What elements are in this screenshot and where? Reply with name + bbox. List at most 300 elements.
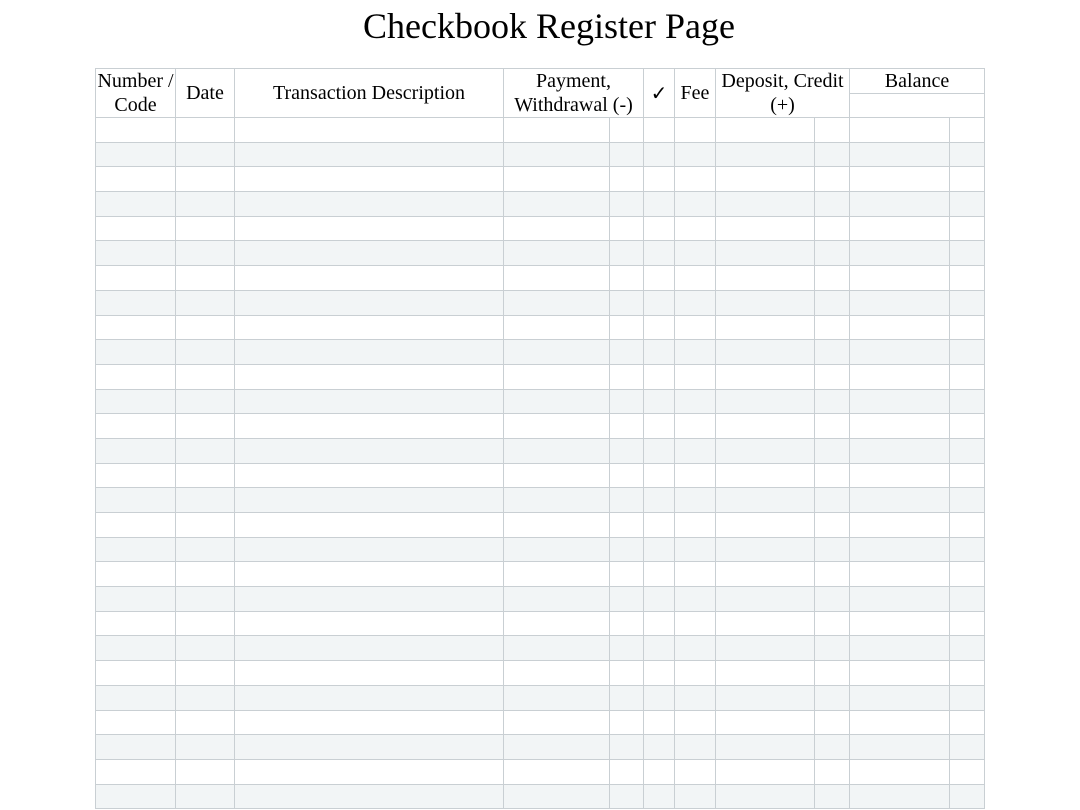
balance-cents-cell[interactable] bbox=[950, 266, 985, 291]
payment-dollars-cell[interactable] bbox=[504, 389, 610, 414]
deposit-dollars-cell[interactable] bbox=[716, 340, 815, 365]
fee-cell[interactable] bbox=[675, 710, 716, 735]
fee-cell[interactable] bbox=[675, 167, 716, 192]
payment-dollars-cell[interactable] bbox=[504, 241, 610, 266]
check-cell[interactable] bbox=[644, 488, 675, 513]
payment-cents-cell[interactable] bbox=[610, 636, 644, 661]
payment-dollars-cell[interactable] bbox=[504, 364, 610, 389]
deposit-cents-cell[interactable] bbox=[815, 216, 850, 241]
payment-cents-cell[interactable] bbox=[610, 266, 644, 291]
description-cell[interactable] bbox=[235, 611, 504, 636]
check-cell[interactable] bbox=[644, 414, 675, 439]
number-code-cell[interactable] bbox=[96, 463, 176, 488]
fee-cell[interactable] bbox=[675, 513, 716, 538]
description-cell[interactable] bbox=[235, 340, 504, 365]
balance-cents-cell[interactable] bbox=[950, 710, 985, 735]
payment-cents-cell[interactable] bbox=[610, 537, 644, 562]
check-cell[interactable] bbox=[644, 636, 675, 661]
deposit-dollars-cell[interactable] bbox=[716, 784, 815, 809]
payment-cents-cell[interactable] bbox=[610, 562, 644, 587]
payment-dollars-cell[interactable] bbox=[504, 636, 610, 661]
number-code-cell[interactable] bbox=[96, 142, 176, 167]
description-cell[interactable] bbox=[235, 241, 504, 266]
deposit-dollars-cell[interactable] bbox=[716, 118, 815, 143]
payment-dollars-cell[interactable] bbox=[504, 118, 610, 143]
payment-dollars-cell[interactable] bbox=[504, 661, 610, 686]
balance-cents-cell[interactable] bbox=[950, 142, 985, 167]
description-cell[interactable] bbox=[235, 167, 504, 192]
deposit-cents-cell[interactable] bbox=[815, 784, 850, 809]
balance-dollars-cell[interactable] bbox=[850, 759, 950, 784]
deposit-dollars-cell[interactable] bbox=[716, 488, 815, 513]
fee-cell[interactable] bbox=[675, 661, 716, 686]
check-cell[interactable] bbox=[644, 364, 675, 389]
description-cell[interactable] bbox=[235, 414, 504, 439]
description-cell[interactable] bbox=[235, 636, 504, 661]
balance-dollars-cell[interactable] bbox=[850, 463, 950, 488]
description-cell[interactable] bbox=[235, 735, 504, 760]
deposit-dollars-cell[interactable] bbox=[716, 685, 815, 710]
payment-dollars-cell[interactable] bbox=[504, 192, 610, 217]
balance-cents-cell[interactable] bbox=[950, 364, 985, 389]
payment-cents-cell[interactable] bbox=[610, 685, 644, 710]
balance-dollars-cell[interactable] bbox=[850, 118, 950, 143]
deposit-dollars-cell[interactable] bbox=[716, 142, 815, 167]
number-code-cell[interactable] bbox=[96, 636, 176, 661]
deposit-cents-cell[interactable] bbox=[815, 389, 850, 414]
fee-cell[interactable] bbox=[675, 414, 716, 439]
payment-cents-cell[interactable] bbox=[610, 759, 644, 784]
check-cell[interactable] bbox=[644, 118, 675, 143]
description-cell[interactable] bbox=[235, 192, 504, 217]
deposit-cents-cell[interactable] bbox=[815, 438, 850, 463]
payment-cents-cell[interactable] bbox=[610, 463, 644, 488]
check-cell[interactable] bbox=[644, 438, 675, 463]
deposit-dollars-cell[interactable] bbox=[716, 759, 815, 784]
deposit-cents-cell[interactable] bbox=[815, 142, 850, 167]
payment-dollars-cell[interactable] bbox=[504, 142, 610, 167]
date-cell[interactable] bbox=[176, 290, 235, 315]
deposit-dollars-cell[interactable] bbox=[716, 735, 815, 760]
check-cell[interactable] bbox=[644, 759, 675, 784]
balance-dollars-cell[interactable] bbox=[850, 735, 950, 760]
payment-cents-cell[interactable] bbox=[610, 142, 644, 167]
payment-dollars-cell[interactable] bbox=[504, 513, 610, 538]
number-code-cell[interactable] bbox=[96, 735, 176, 760]
description-cell[interactable] bbox=[235, 315, 504, 340]
number-code-cell[interactable] bbox=[96, 685, 176, 710]
date-cell[interactable] bbox=[176, 389, 235, 414]
balance-cents-cell[interactable] bbox=[950, 611, 985, 636]
date-cell[interactable] bbox=[176, 735, 235, 760]
number-code-cell[interactable] bbox=[96, 587, 176, 612]
balance-dollars-cell[interactable] bbox=[850, 364, 950, 389]
number-code-cell[interactable] bbox=[96, 784, 176, 809]
date-cell[interactable] bbox=[176, 488, 235, 513]
check-cell[interactable] bbox=[644, 167, 675, 192]
fee-cell[interactable] bbox=[675, 587, 716, 612]
balance-dollars-cell[interactable] bbox=[850, 414, 950, 439]
fee-cell[interactable] bbox=[675, 784, 716, 809]
date-cell[interactable] bbox=[176, 192, 235, 217]
payment-dollars-cell[interactable] bbox=[504, 488, 610, 513]
fee-cell[interactable] bbox=[675, 389, 716, 414]
check-cell[interactable] bbox=[644, 661, 675, 686]
balance-dollars-cell[interactable] bbox=[850, 142, 950, 167]
fee-cell[interactable] bbox=[675, 192, 716, 217]
check-cell[interactable] bbox=[644, 216, 675, 241]
deposit-dollars-cell[interactable] bbox=[716, 167, 815, 192]
balance-cents-cell[interactable] bbox=[950, 735, 985, 760]
number-code-cell[interactable] bbox=[96, 562, 176, 587]
fee-cell[interactable] bbox=[675, 488, 716, 513]
balance-cents-cell[interactable] bbox=[950, 290, 985, 315]
date-cell[interactable] bbox=[176, 315, 235, 340]
balance-dollars-cell[interactable] bbox=[850, 636, 950, 661]
number-code-cell[interactable] bbox=[96, 167, 176, 192]
payment-dollars-cell[interactable] bbox=[504, 340, 610, 365]
description-cell[interactable] bbox=[235, 118, 504, 143]
number-code-cell[interactable] bbox=[96, 340, 176, 365]
check-cell[interactable] bbox=[644, 710, 675, 735]
date-cell[interactable] bbox=[176, 636, 235, 661]
date-cell[interactable] bbox=[176, 784, 235, 809]
description-cell[interactable] bbox=[235, 710, 504, 735]
check-cell[interactable] bbox=[644, 513, 675, 538]
description-cell[interactable] bbox=[235, 389, 504, 414]
balance-cents-cell[interactable] bbox=[950, 438, 985, 463]
deposit-cents-cell[interactable] bbox=[815, 513, 850, 538]
fee-cell[interactable] bbox=[675, 266, 716, 291]
payment-cents-cell[interactable] bbox=[610, 513, 644, 538]
date-cell[interactable] bbox=[176, 759, 235, 784]
deposit-cents-cell[interactable] bbox=[815, 414, 850, 439]
fee-cell[interactable] bbox=[675, 537, 716, 562]
number-code-cell[interactable] bbox=[96, 290, 176, 315]
description-cell[interactable] bbox=[235, 759, 504, 784]
balance-dollars-cell[interactable] bbox=[850, 611, 950, 636]
deposit-dollars-cell[interactable] bbox=[716, 537, 815, 562]
date-cell[interactable] bbox=[176, 438, 235, 463]
deposit-cents-cell[interactable] bbox=[815, 192, 850, 217]
payment-dollars-cell[interactable] bbox=[504, 685, 610, 710]
balance-cents-cell[interactable] bbox=[950, 463, 985, 488]
balance-cents-cell[interactable] bbox=[950, 192, 985, 217]
deposit-cents-cell[interactable] bbox=[815, 364, 850, 389]
check-cell[interactable] bbox=[644, 142, 675, 167]
balance-cents-cell[interactable] bbox=[950, 216, 985, 241]
balance-cents-cell[interactable] bbox=[950, 389, 985, 414]
fee-cell[interactable] bbox=[675, 315, 716, 340]
balance-cents-cell[interactable] bbox=[950, 167, 985, 192]
description-cell[interactable] bbox=[235, 142, 504, 167]
description-cell[interactable] bbox=[235, 513, 504, 538]
date-cell[interactable] bbox=[176, 340, 235, 365]
payment-dollars-cell[interactable] bbox=[504, 759, 610, 784]
check-cell[interactable] bbox=[644, 587, 675, 612]
balance-dollars-cell[interactable] bbox=[850, 167, 950, 192]
number-code-cell[interactable] bbox=[96, 192, 176, 217]
payment-cents-cell[interactable] bbox=[610, 735, 644, 760]
description-cell[interactable] bbox=[235, 685, 504, 710]
number-code-cell[interactable] bbox=[96, 710, 176, 735]
payment-cents-cell[interactable] bbox=[610, 661, 644, 686]
number-code-cell[interactable] bbox=[96, 759, 176, 784]
number-code-cell[interactable] bbox=[96, 266, 176, 291]
deposit-dollars-cell[interactable] bbox=[716, 364, 815, 389]
number-code-cell[interactable] bbox=[96, 364, 176, 389]
fee-cell[interactable] bbox=[675, 364, 716, 389]
balance-cents-cell[interactable] bbox=[950, 587, 985, 612]
fee-cell[interactable] bbox=[675, 562, 716, 587]
balance-cents-cell[interactable] bbox=[950, 118, 985, 143]
date-cell[interactable] bbox=[176, 241, 235, 266]
payment-cents-cell[interactable] bbox=[610, 315, 644, 340]
deposit-dollars-cell[interactable] bbox=[716, 710, 815, 735]
balance-dollars-cell[interactable] bbox=[850, 340, 950, 365]
payment-cents-cell[interactable] bbox=[610, 414, 644, 439]
balance-cents-cell[interactable] bbox=[950, 488, 985, 513]
payment-dollars-cell[interactable] bbox=[504, 611, 610, 636]
check-cell[interactable] bbox=[644, 389, 675, 414]
deposit-dollars-cell[interactable] bbox=[716, 661, 815, 686]
payment-dollars-cell[interactable] bbox=[504, 438, 610, 463]
payment-cents-cell[interactable] bbox=[610, 241, 644, 266]
balance-dollars-cell[interactable] bbox=[850, 216, 950, 241]
check-cell[interactable] bbox=[644, 611, 675, 636]
payment-cents-cell[interactable] bbox=[610, 438, 644, 463]
date-cell[interactable] bbox=[176, 364, 235, 389]
deposit-dollars-cell[interactable] bbox=[716, 636, 815, 661]
check-cell[interactable] bbox=[644, 784, 675, 809]
balance-dollars-cell[interactable] bbox=[850, 685, 950, 710]
fee-cell[interactable] bbox=[675, 735, 716, 760]
balance-cents-cell[interactable] bbox=[950, 562, 985, 587]
balance-cents-cell[interactable] bbox=[950, 759, 985, 784]
payment-dollars-cell[interactable] bbox=[504, 710, 610, 735]
date-cell[interactable] bbox=[176, 142, 235, 167]
balance-cents-cell[interactable] bbox=[950, 784, 985, 809]
deposit-dollars-cell[interactable] bbox=[716, 587, 815, 612]
description-cell[interactable] bbox=[235, 266, 504, 291]
balance-dollars-cell[interactable] bbox=[850, 488, 950, 513]
check-cell[interactable] bbox=[644, 315, 675, 340]
fee-cell[interactable] bbox=[675, 636, 716, 661]
payment-dollars-cell[interactable] bbox=[504, 587, 610, 612]
description-cell[interactable] bbox=[235, 438, 504, 463]
date-cell[interactable] bbox=[176, 537, 235, 562]
date-cell[interactable] bbox=[176, 463, 235, 488]
description-cell[interactable] bbox=[235, 216, 504, 241]
balance-cents-cell[interactable] bbox=[950, 685, 985, 710]
description-cell[interactable] bbox=[235, 488, 504, 513]
date-cell[interactable] bbox=[176, 587, 235, 612]
description-cell[interactable] bbox=[235, 784, 504, 809]
deposit-dollars-cell[interactable] bbox=[716, 513, 815, 538]
deposit-cents-cell[interactable] bbox=[815, 587, 850, 612]
balance-cents-cell[interactable] bbox=[950, 241, 985, 266]
date-cell[interactable] bbox=[176, 685, 235, 710]
balance-dollars-cell[interactable] bbox=[850, 241, 950, 266]
fee-cell[interactable] bbox=[675, 118, 716, 143]
balance-dollars-cell[interactable] bbox=[850, 513, 950, 538]
description-cell[interactable] bbox=[235, 290, 504, 315]
payment-cents-cell[interactable] bbox=[610, 290, 644, 315]
balance-dollars-cell[interactable] bbox=[850, 266, 950, 291]
deposit-cents-cell[interactable] bbox=[815, 685, 850, 710]
deposit-cents-cell[interactable] bbox=[815, 710, 850, 735]
payment-cents-cell[interactable] bbox=[610, 488, 644, 513]
payment-dollars-cell[interactable] bbox=[504, 784, 610, 809]
balance-dollars-cell[interactable] bbox=[850, 562, 950, 587]
check-cell[interactable] bbox=[644, 562, 675, 587]
deposit-dollars-cell[interactable] bbox=[716, 389, 815, 414]
payment-dollars-cell[interactable] bbox=[504, 167, 610, 192]
description-cell[interactable] bbox=[235, 463, 504, 488]
deposit-dollars-cell[interactable] bbox=[716, 216, 815, 241]
date-cell[interactable] bbox=[176, 414, 235, 439]
number-code-cell[interactable] bbox=[96, 389, 176, 414]
payment-dollars-cell[interactable] bbox=[504, 290, 610, 315]
check-cell[interactable] bbox=[644, 463, 675, 488]
balance-cents-cell[interactable] bbox=[950, 636, 985, 661]
balance-dollars-cell[interactable] bbox=[850, 438, 950, 463]
deposit-cents-cell[interactable] bbox=[815, 241, 850, 266]
deposit-cents-cell[interactable] bbox=[815, 759, 850, 784]
deposit-cents-cell[interactable] bbox=[815, 661, 850, 686]
payment-cents-cell[interactable] bbox=[610, 167, 644, 192]
fee-cell[interactable] bbox=[675, 438, 716, 463]
number-code-cell[interactable] bbox=[96, 611, 176, 636]
payment-dollars-cell[interactable] bbox=[504, 414, 610, 439]
number-code-cell[interactable] bbox=[96, 118, 176, 143]
check-cell[interactable] bbox=[644, 241, 675, 266]
date-cell[interactable] bbox=[176, 562, 235, 587]
deposit-dollars-cell[interactable] bbox=[716, 290, 815, 315]
deposit-cents-cell[interactable] bbox=[815, 611, 850, 636]
deposit-dollars-cell[interactable] bbox=[716, 414, 815, 439]
deposit-cents-cell[interactable] bbox=[815, 636, 850, 661]
deposit-dollars-cell[interactable] bbox=[716, 611, 815, 636]
payment-dollars-cell[interactable] bbox=[504, 463, 610, 488]
number-code-cell[interactable] bbox=[96, 414, 176, 439]
payment-cents-cell[interactable] bbox=[610, 710, 644, 735]
description-cell[interactable] bbox=[235, 661, 504, 686]
payment-cents-cell[interactable] bbox=[610, 118, 644, 143]
balance-dollars-cell[interactable] bbox=[850, 290, 950, 315]
number-code-cell[interactable] bbox=[96, 513, 176, 538]
date-cell[interactable] bbox=[176, 216, 235, 241]
payment-dollars-cell[interactable] bbox=[504, 562, 610, 587]
fee-cell[interactable] bbox=[675, 241, 716, 266]
deposit-dollars-cell[interactable] bbox=[716, 241, 815, 266]
check-cell[interactable] bbox=[644, 290, 675, 315]
number-code-cell[interactable] bbox=[96, 537, 176, 562]
date-cell[interactable] bbox=[176, 167, 235, 192]
number-code-cell[interactable] bbox=[96, 241, 176, 266]
fee-cell[interactable] bbox=[675, 340, 716, 365]
number-code-cell[interactable] bbox=[96, 216, 176, 241]
payment-cents-cell[interactable] bbox=[610, 389, 644, 414]
balance-cents-cell[interactable] bbox=[950, 414, 985, 439]
balance-cents-cell[interactable] bbox=[950, 513, 985, 538]
deposit-cents-cell[interactable] bbox=[815, 118, 850, 143]
description-cell[interactable] bbox=[235, 537, 504, 562]
balance-dollars-cell[interactable] bbox=[850, 537, 950, 562]
payment-dollars-cell[interactable] bbox=[504, 315, 610, 340]
deposit-dollars-cell[interactable] bbox=[716, 266, 815, 291]
payment-dollars-cell[interactable] bbox=[504, 537, 610, 562]
check-cell[interactable] bbox=[644, 735, 675, 760]
balance-dollars-cell[interactable] bbox=[850, 389, 950, 414]
payment-cents-cell[interactable] bbox=[610, 587, 644, 612]
check-cell[interactable] bbox=[644, 685, 675, 710]
check-cell[interactable] bbox=[644, 192, 675, 217]
number-code-cell[interactable] bbox=[96, 315, 176, 340]
balance-dollars-cell[interactable] bbox=[850, 315, 950, 340]
deposit-dollars-cell[interactable] bbox=[716, 463, 815, 488]
balance-dollars-cell[interactable] bbox=[850, 587, 950, 612]
deposit-cents-cell[interactable] bbox=[815, 488, 850, 513]
deposit-cents-cell[interactable] bbox=[815, 537, 850, 562]
payment-dollars-cell[interactable] bbox=[504, 216, 610, 241]
deposit-dollars-cell[interactable] bbox=[716, 562, 815, 587]
balance-dollars-cell[interactable] bbox=[850, 710, 950, 735]
description-cell[interactable] bbox=[235, 364, 504, 389]
fee-cell[interactable] bbox=[675, 463, 716, 488]
check-cell[interactable] bbox=[644, 340, 675, 365]
date-cell[interactable] bbox=[176, 611, 235, 636]
deposit-dollars-cell[interactable] bbox=[716, 315, 815, 340]
date-cell[interactable] bbox=[176, 118, 235, 143]
deposit-cents-cell[interactable] bbox=[815, 266, 850, 291]
payment-dollars-cell[interactable] bbox=[504, 266, 610, 291]
description-cell[interactable] bbox=[235, 562, 504, 587]
number-code-cell[interactable] bbox=[96, 488, 176, 513]
payment-cents-cell[interactable] bbox=[610, 364, 644, 389]
payment-cents-cell[interactable] bbox=[610, 192, 644, 217]
payment-cents-cell[interactable] bbox=[610, 611, 644, 636]
date-cell[interactable] bbox=[176, 266, 235, 291]
fee-cell[interactable] bbox=[675, 685, 716, 710]
deposit-cents-cell[interactable] bbox=[815, 735, 850, 760]
deposit-cents-cell[interactable] bbox=[815, 290, 850, 315]
payment-cents-cell[interactable] bbox=[610, 784, 644, 809]
balance-cents-cell[interactable] bbox=[950, 661, 985, 686]
check-cell[interactable] bbox=[644, 537, 675, 562]
deposit-dollars-cell[interactable] bbox=[716, 192, 815, 217]
deposit-cents-cell[interactable] bbox=[815, 340, 850, 365]
deposit-cents-cell[interactable] bbox=[815, 463, 850, 488]
balance-cents-cell[interactable] bbox=[950, 315, 985, 340]
date-cell[interactable] bbox=[176, 661, 235, 686]
number-code-cell[interactable] bbox=[96, 438, 176, 463]
fee-cell[interactable] bbox=[675, 759, 716, 784]
payment-cents-cell[interactable] bbox=[610, 216, 644, 241]
date-cell[interactable] bbox=[176, 513, 235, 538]
deposit-cents-cell[interactable] bbox=[815, 167, 850, 192]
fee-cell[interactable] bbox=[675, 216, 716, 241]
fee-cell[interactable] bbox=[675, 142, 716, 167]
number-code-cell[interactable] bbox=[96, 661, 176, 686]
description-cell[interactable] bbox=[235, 587, 504, 612]
fee-cell[interactable] bbox=[675, 611, 716, 636]
deposit-cents-cell[interactable] bbox=[815, 562, 850, 587]
deposit-cents-cell[interactable] bbox=[815, 315, 850, 340]
balance-cents-cell[interactable] bbox=[950, 537, 985, 562]
payment-dollars-cell[interactable] bbox=[504, 735, 610, 760]
balance-cents-cell[interactable] bbox=[950, 340, 985, 365]
